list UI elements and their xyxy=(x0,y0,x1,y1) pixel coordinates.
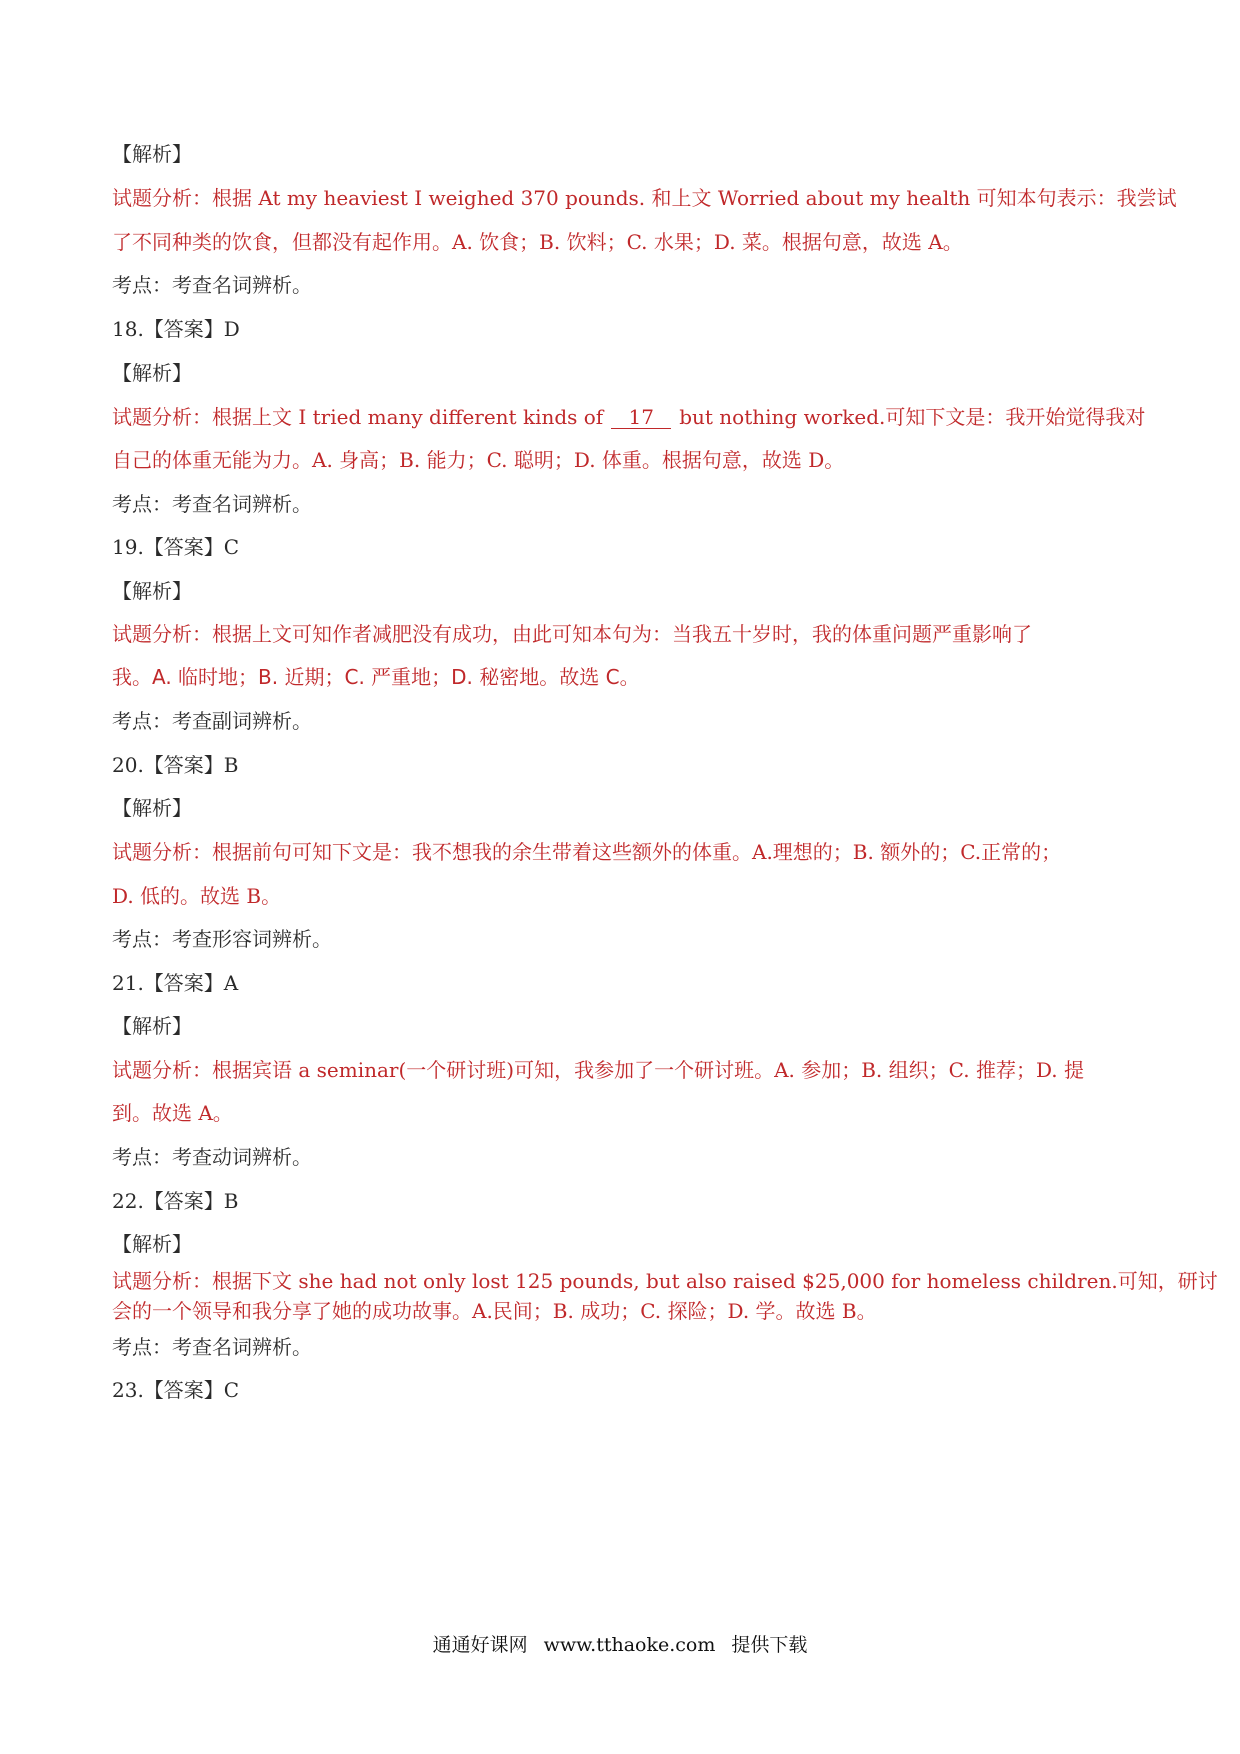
point-22: 考点：考查名词辨析。 xyxy=(112,1335,312,1359)
analysis-text-19-line1: 试题分析：根据上文可知作者减肥没有成功，由此可知本句为：当我五十岁时，我的体重问题严重影响了 xyxy=(112,622,1032,646)
footer-suffix: 提供下载 xyxy=(731,1634,808,1656)
point-20: 考点：考查形容词辨析。 xyxy=(112,927,332,951)
analysis-text-20-line2: D. 低的。故选 B。 xyxy=(112,884,282,908)
analysis-text-18-line2: 自己的体重无能为力。A. 身高；B. 能力；C. 聪明；D. 体重。根据句意，故选 D。 xyxy=(112,448,845,472)
answer-18: 18.【答案】D xyxy=(112,317,240,341)
point-19: 考点：考查副词辨析。 xyxy=(112,709,312,733)
analysis-label-22: 【解析】 xyxy=(112,1232,192,1256)
answer-21: 21.【答案】A xyxy=(112,971,239,995)
analysis-label-21: 【解析】 xyxy=(112,1014,192,1038)
analysis-text-17-line2: 了不同种类的饮食，但都没有起作用。A. 饮食；B. 饮料；C. 水果；D. 菜。根据句意，故选 A。 xyxy=(112,230,963,254)
footer-site-name: 通通好课网 xyxy=(432,1634,528,1656)
analysis-text-21-line2: 到。故选 A。 xyxy=(112,1101,233,1125)
answer-22: 22.【答案】B xyxy=(112,1189,239,1213)
analysis-text-21-line1: 试题分析：根据宾语 a seminar(一个研讨班)可知，我参加了一个研讨班。A. 参加；B. 组织；C. 推荐；D. 提 xyxy=(112,1058,1084,1082)
analysis-text-22-line1: 试题分析：根据下文 she had not only lost 125 pounds, but also raised $25,000 for homeless children.可知，研讨 xyxy=(112,1269,1218,1293)
analysis-label-17: 【解析】 xyxy=(112,142,192,166)
analysis-label-20: 【解析】 xyxy=(112,796,192,820)
analysis-label-18: 【解析】 xyxy=(112,361,192,385)
page-footer xyxy=(0,1630,1240,1657)
answer-23: 23.【答案】C xyxy=(112,1378,240,1402)
analysis-text-17-line1: 试题分析：根据 At my heaviest I weighed 370 pounds. 和上文 Worried about my health 可知本句表示：我尝试 xyxy=(112,186,1177,210)
analysis-text-19-line2: 我。A. 临时地；B. 近期；C. 严重地；D. 秘密地。故选 C。 xyxy=(112,665,640,689)
analysis-text-22-line2: 会的一个领导和我分享了她的成功故事。A.民间；B. 成功；C. 探险；D. 学。故选 B。 xyxy=(112,1299,877,1323)
blank-17: 17 xyxy=(611,406,671,429)
analysis-text-20-line1: 试题分析：根据前句可知下文是：我不想我的余生带着这些额外的体重。A.理想的；B. 额外的；C.正常的； xyxy=(112,840,1062,864)
analysis-text-18-after: but nothing worked.可知下文是：我开始觉得我对 xyxy=(679,405,1146,429)
analysis-text-18-before: 试题分析：根据上文 I tried many different kinds of xyxy=(112,405,604,429)
analysis-label-19: 【解析】 xyxy=(112,579,192,603)
answer-20: 20.【答案】B xyxy=(112,753,239,777)
analysis-text-18-line1 xyxy=(112,403,1146,431)
point-18: 考点：考查名词辨析。 xyxy=(112,492,312,516)
point-21: 考点：考查动词辨析。 xyxy=(112,1145,312,1169)
footer-url[interactable]: www.tthaoke.com xyxy=(543,1634,716,1656)
answer-19: 19.【答案】C xyxy=(112,535,240,559)
point-17: 考点：考查名词辨析。 xyxy=(112,273,312,297)
